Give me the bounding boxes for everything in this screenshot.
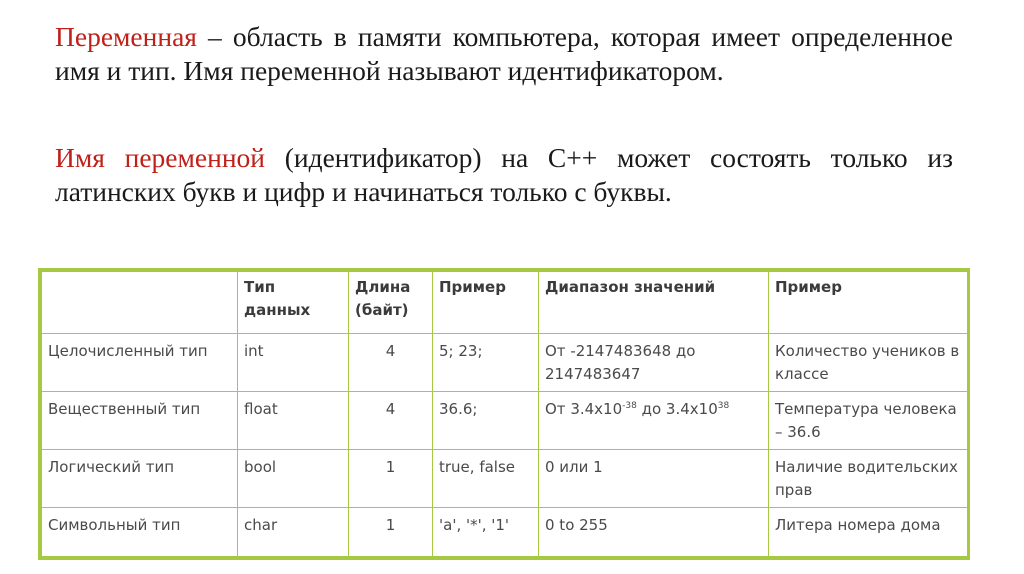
header-usage: Пример: [769, 272, 968, 334]
cell-example: 36.6;: [433, 392, 539, 450]
cell-range: 0 to 255: [539, 508, 769, 557]
table-header-row: [42, 272, 968, 334]
cell-range: 0 или 1: [539, 450, 769, 508]
range-exponent-1: -38: [622, 401, 637, 412]
header-example: Пример: [433, 272, 539, 334]
cell-name: Логический тип: [42, 450, 238, 508]
identifier-paragraph: [55, 141, 953, 209]
cell-example: 'a', '*', '1': [433, 508, 539, 557]
range-exponent-2: 38: [717, 401, 730, 412]
header-name: [42, 272, 238, 334]
cell-example: true, false: [433, 450, 539, 508]
definition-text: – область в памяти компьютера, которая имеет определенное имя и тип. Имя переменной называют идентификатором.: [55, 21, 953, 86]
table-row: [42, 334, 968, 392]
cell-length: 1: [349, 450, 433, 508]
range-prefix: От 3.4x10: [545, 400, 623, 419]
cell-usage: Литера номера дома: [769, 508, 968, 557]
data-types-table: [38, 268, 970, 560]
cell-length: 4: [349, 334, 433, 392]
cell-example: 5; 23;: [433, 334, 539, 392]
term-variable-name: Имя переменной: [55, 142, 266, 173]
header-range: Диапазон значений: [539, 272, 769, 334]
header-type: Тип данных: [238, 272, 349, 334]
table-row: [42, 450, 968, 508]
cell-type: bool: [238, 450, 349, 508]
table-row: [42, 508, 968, 557]
cell-length: 4: [349, 392, 433, 450]
table-row: [42, 392, 968, 450]
cell-usage: Количество учеников в классе: [769, 334, 968, 392]
cell-length: 1: [349, 508, 433, 557]
header-length: Длина (байт): [349, 272, 433, 334]
definition-paragraph: [55, 20, 953, 88]
cell-name: Вещественный тип: [42, 392, 238, 450]
term-variable: Переменная: [55, 21, 197, 52]
cell-range: От -2147483648 до 2147483647: [539, 334, 769, 392]
types-table: [41, 271, 968, 557]
cell-name: Символьный тип: [42, 508, 238, 557]
identifier-text: (идентификатор) на С++ может состоять только из латинских букв и цифр и начинаться только с буквы.: [55, 142, 953, 207]
cell-range: [539, 392, 769, 450]
cell-type: float: [238, 392, 349, 450]
range-middle: до 3.4x10: [636, 400, 718, 419]
cell-usage: Наличие водительских прав: [769, 450, 968, 508]
cell-name: Целочисленный тип: [42, 334, 238, 392]
cell-type: int: [238, 334, 349, 392]
cell-usage: Температура человека – 36.6: [769, 392, 968, 450]
cell-type: char: [238, 508, 349, 557]
